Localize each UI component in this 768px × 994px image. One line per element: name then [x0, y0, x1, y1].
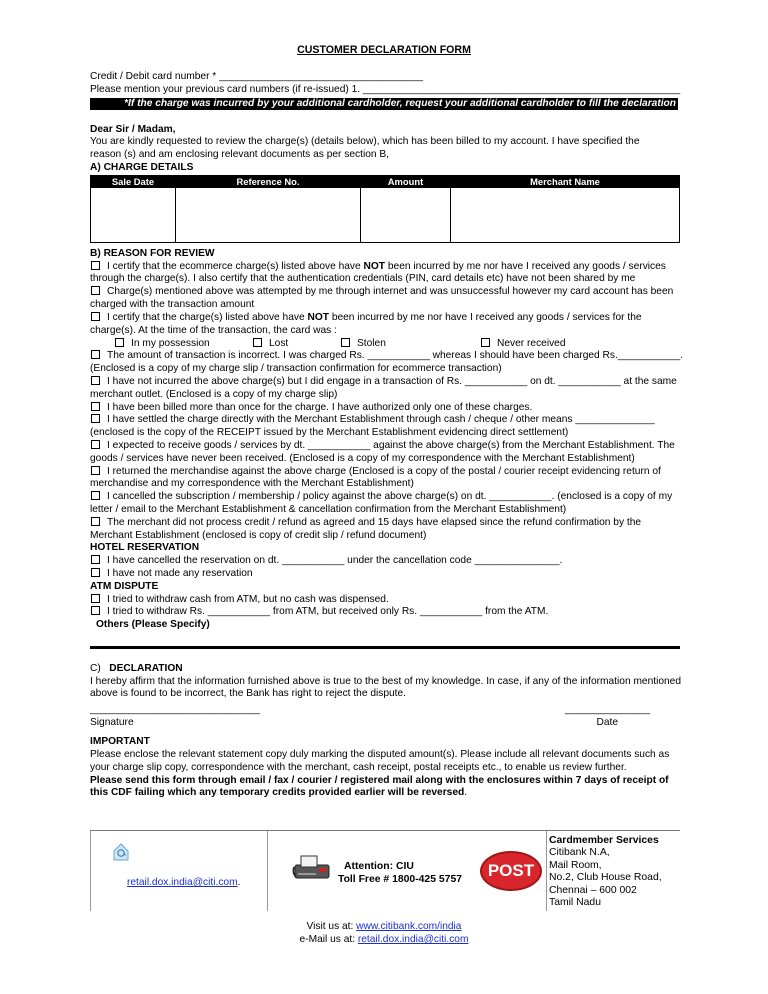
attention-label: Attention: CIU [344, 861, 414, 872]
important-heading: IMPORTANT [90, 736, 150, 748]
checkbox-icon[interactable] [91, 606, 100, 615]
section-c-heading: C) DECLARATION [90, 662, 183, 674]
column-header: Amount [361, 175, 451, 187]
intro-text: You are kindly requested to review the charge(s) (details below), which has been billed to my account. I have specified the [90, 136, 640, 148]
checkbox-icon[interactable] [481, 338, 490, 347]
email-link[interactable]: retail.dox.india@citi.com [127, 877, 238, 888]
option-stolen[interactable]: Stolen [340, 337, 386, 350]
address-line: Mail Room, [549, 859, 602, 871]
column-header: Merchant Name [451, 175, 680, 187]
checkbox-icon[interactable] [91, 440, 100, 449]
form-title: CUSTOMER DECLARATION FORM [297, 44, 471, 56]
post-logo: POST [480, 851, 542, 891]
toll-free-number: Toll Free # 1800-425 5757 [338, 873, 462, 885]
reason-item[interactable]: I have not made any reservation [90, 568, 678, 581]
checkbox-icon[interactable] [91, 350, 100, 359]
reason-item[interactable]: I expected to receive goods / services by dt. ___________ against the above charge(s) from the Merchant Establishment. The [90, 440, 678, 453]
section-a-heading: A) CHARGE DETAILS [90, 161, 194, 173]
checkbox-icon[interactable] [253, 338, 262, 347]
option-never-received[interactable]: Never received [480, 337, 566, 350]
reason-item-continuation: merchant outlet. (Enclosed is a copy of my charge slip) [90, 388, 338, 400]
reason-item-continuation: Merchant Establishment (enclosed is copy of credit slip / refund document) [90, 529, 427, 541]
email-cell: retail.dox.india@citi.com. [90, 831, 268, 911]
sale-date-cell[interactable] [91, 187, 176, 242]
website-link[interactable]: www.citibank.com/india [356, 921, 462, 932]
reference-no-cell[interactable] [176, 187, 361, 242]
checkbox-icon[interactable] [91, 414, 100, 423]
previous-card-numbers-field[interactable]: Please mention your previous card numbers (if re-issued) 1. ________________________________________________________ [90, 83, 681, 95]
reason-item[interactable]: I certify that the ecommerce charge(s) listed above have NOT been incurred by me nor have I received any goods / services [90, 261, 678, 274]
important-bold-text: this CDF failing which any temporary credits provided earlier will be reversed. [90, 787, 468, 799]
checkbox-icon[interactable] [115, 338, 124, 347]
address-line: No.2, Club House Road, [549, 872, 662, 884]
declaration-text: I hereby affirm that the information furnished above is true to the best of my knowledge. In case, if any of the information mentioned [90, 675, 682, 687]
checkbox-icon[interactable] [91, 286, 100, 295]
important-bold-text: Please send this form through email / fax / courier / registered mail along with the enclosures within 7 days of receipt of [90, 774, 669, 786]
checkbox-icon[interactable] [91, 376, 100, 385]
post-logo-cell [476, 831, 546, 911]
option-in-my-possession[interactable]: In my possession [114, 337, 210, 350]
attention-cell [268, 831, 476, 911]
checkbox-icon[interactable] [91, 402, 100, 411]
checkbox-icon[interactable] [91, 555, 100, 564]
reason-item-continuation: charged with the transaction amount [90, 298, 255, 310]
card-status-options [90, 337, 678, 350]
reason-item[interactable]: I returned the merchandise against the above charge (Enclosed is a copy of the postal / courier receipt evidencing return of [90, 466, 678, 479]
checkbox-icon[interactable] [91, 491, 100, 500]
address-line: Chennai – 600 002 [549, 884, 637, 896]
reason-item-continuation: (enclosed is the copy of the RECEIPT issued by the Merchant Establishment evidencing direct settlement) [90, 427, 569, 439]
reason-list [90, 350, 683, 542]
checkbox-icon[interactable] [91, 312, 100, 321]
address-line: Citibank N.A, [549, 847, 610, 859]
reason-item[interactable]: The merchant did not process credit / refund as agreed and 15 days have elapsed since the refund confirmation by the [90, 517, 678, 530]
checkbox-icon[interactable] [91, 594, 100, 603]
checkbox-icon[interactable] [341, 338, 350, 347]
signature-label: Signature [90, 717, 134, 729]
hotel-heading: HOTEL RESERVATION [90, 542, 200, 554]
reason-item-continuation: (Enclosed is a copy of my charge slip / transaction confirmation for ecommerce transaction) [90, 363, 502, 375]
email-icon [111, 841, 131, 863]
date-label: Date [596, 717, 618, 729]
reason-list [90, 261, 678, 338]
reason-item-continuation: letter / email to the Merchant Establishment & cancellation confirmation from the Merchant Establishment) [90, 503, 567, 515]
amount-cell[interactable] [361, 187, 451, 242]
reason-item[interactable]: I have settled the charge directly with the Merchant Establishment through cash / cheque / other means ______________ [90, 414, 678, 427]
date-field[interactable]: _______________ [565, 704, 650, 716]
email-line: e-Mail us at: retail.dox.india@citi.com [299, 934, 469, 945]
reason-item[interactable]: I have cancelled the reservation on dt. ___________ under the cancellation code _______________. [90, 555, 678, 568]
card-number-field[interactable]: Credit / Debit card number * ____________________________________ [90, 71, 424, 82]
others-specify[interactable]: Others (Please Specify) [96, 619, 210, 631]
reason-item[interactable]: I have not incurred the above charge(s) but I did engage in a transaction of Rs. ___________ on dt. ___________ at the same [90, 376, 678, 389]
reason-item[interactable]: The amount of transaction is incorrect. I was charged Rs. ___________ whereas I should have been charged Rs.___________. [90, 350, 678, 363]
reason-item[interactable]: I tried to withdraw Rs. ___________ from ATM, but received only Rs. ___________ from the ATM. [90, 606, 678, 619]
declaration-text: above is found to be incorrect, the Bank has right to reject the dispute. [90, 688, 407, 700]
reason-item[interactable]: Charge(s) mentioned above was attempted by me through internet and was unsuccessful however my card account has been [90, 286, 678, 299]
table-row [91, 187, 680, 242]
merchant-name-cell[interactable] [451, 187, 680, 242]
signature-field[interactable]: ______________________________ [90, 704, 260, 716]
option-lost[interactable]: Lost [252, 337, 288, 350]
reason-item-continuation: charge(s). At the time of the transaction, the card was : [90, 324, 337, 336]
reason-item-continuation: goods / services have never been received. (Enclosed is a copy of my correspondence with the Merchant Establishment) [90, 452, 635, 464]
checkbox-icon[interactable] [91, 568, 100, 577]
fax-machine-icon [292, 853, 332, 881]
reason-item-continuation: merchandise and my correspondence with the Merchant Establishment) [90, 478, 414, 490]
checkbox-icon[interactable] [91, 466, 100, 475]
checkbox-icon[interactable] [91, 517, 100, 526]
reason-item[interactable]: I have been billed more than once for the charge. I have authorized only one of these charges. [90, 402, 678, 415]
signature-row [90, 704, 678, 730]
contact-footer [90, 830, 680, 912]
address-line: Tamil Nadu [549, 897, 601, 909]
email-link[interactable]: retail.dox.india@citi.com [357, 934, 469, 945]
reason-item-continuation: through the charge(s). I also certify that the authentication credentials (PIN, card details etc) have not been shared by me [90, 273, 636, 285]
reason-item[interactable]: I tried to withdraw cash from ATM, but no cash was dispensed. [90, 594, 678, 607]
intro-text: reason (s) and am enclosing relevant documents as per section B, [90, 149, 389, 161]
checkbox-icon[interactable] [91, 261, 100, 270]
reason-item[interactable]: I cancelled the subscription / membership / policy against the above charge(s) on dt. ___________. (enclosed is a copy of my [90, 491, 678, 504]
column-header: Reference No. [176, 175, 361, 187]
additional-cardholder-banner: *If the charge was incurred by your additional cardholder, request your additional cardholder to fill the declaration [90, 98, 678, 110]
section-b-heading: B) REASON FOR REVIEW [90, 247, 215, 259]
declaration-form [90, 44, 683, 800]
important-text: Please enclose the relevant statement copy duly marking the disputed amount(s). Please include all relevant documents such as [90, 749, 670, 761]
address-line: Cardmember Services [549, 835, 659, 846]
reason-item[interactable]: I certify that the charge(s) listed above have NOT been incurred by me nor have I received any goods / services for the [90, 312, 678, 325]
important-text: your charge slip copy, correspondence with the merchant, cash receipt, postal receipts etc., to enable us review further. [90, 761, 627, 773]
column-header: Sale Date [91, 175, 176, 187]
charge-details-table [90, 175, 680, 243]
salutation: Dear Sir / Madam, [90, 123, 176, 135]
visit-line: Visit us at: www.citibank.com/india [306, 921, 462, 932]
mailing-address [546, 831, 680, 911]
atm-heading: ATM DISPUTE [90, 580, 159, 592]
